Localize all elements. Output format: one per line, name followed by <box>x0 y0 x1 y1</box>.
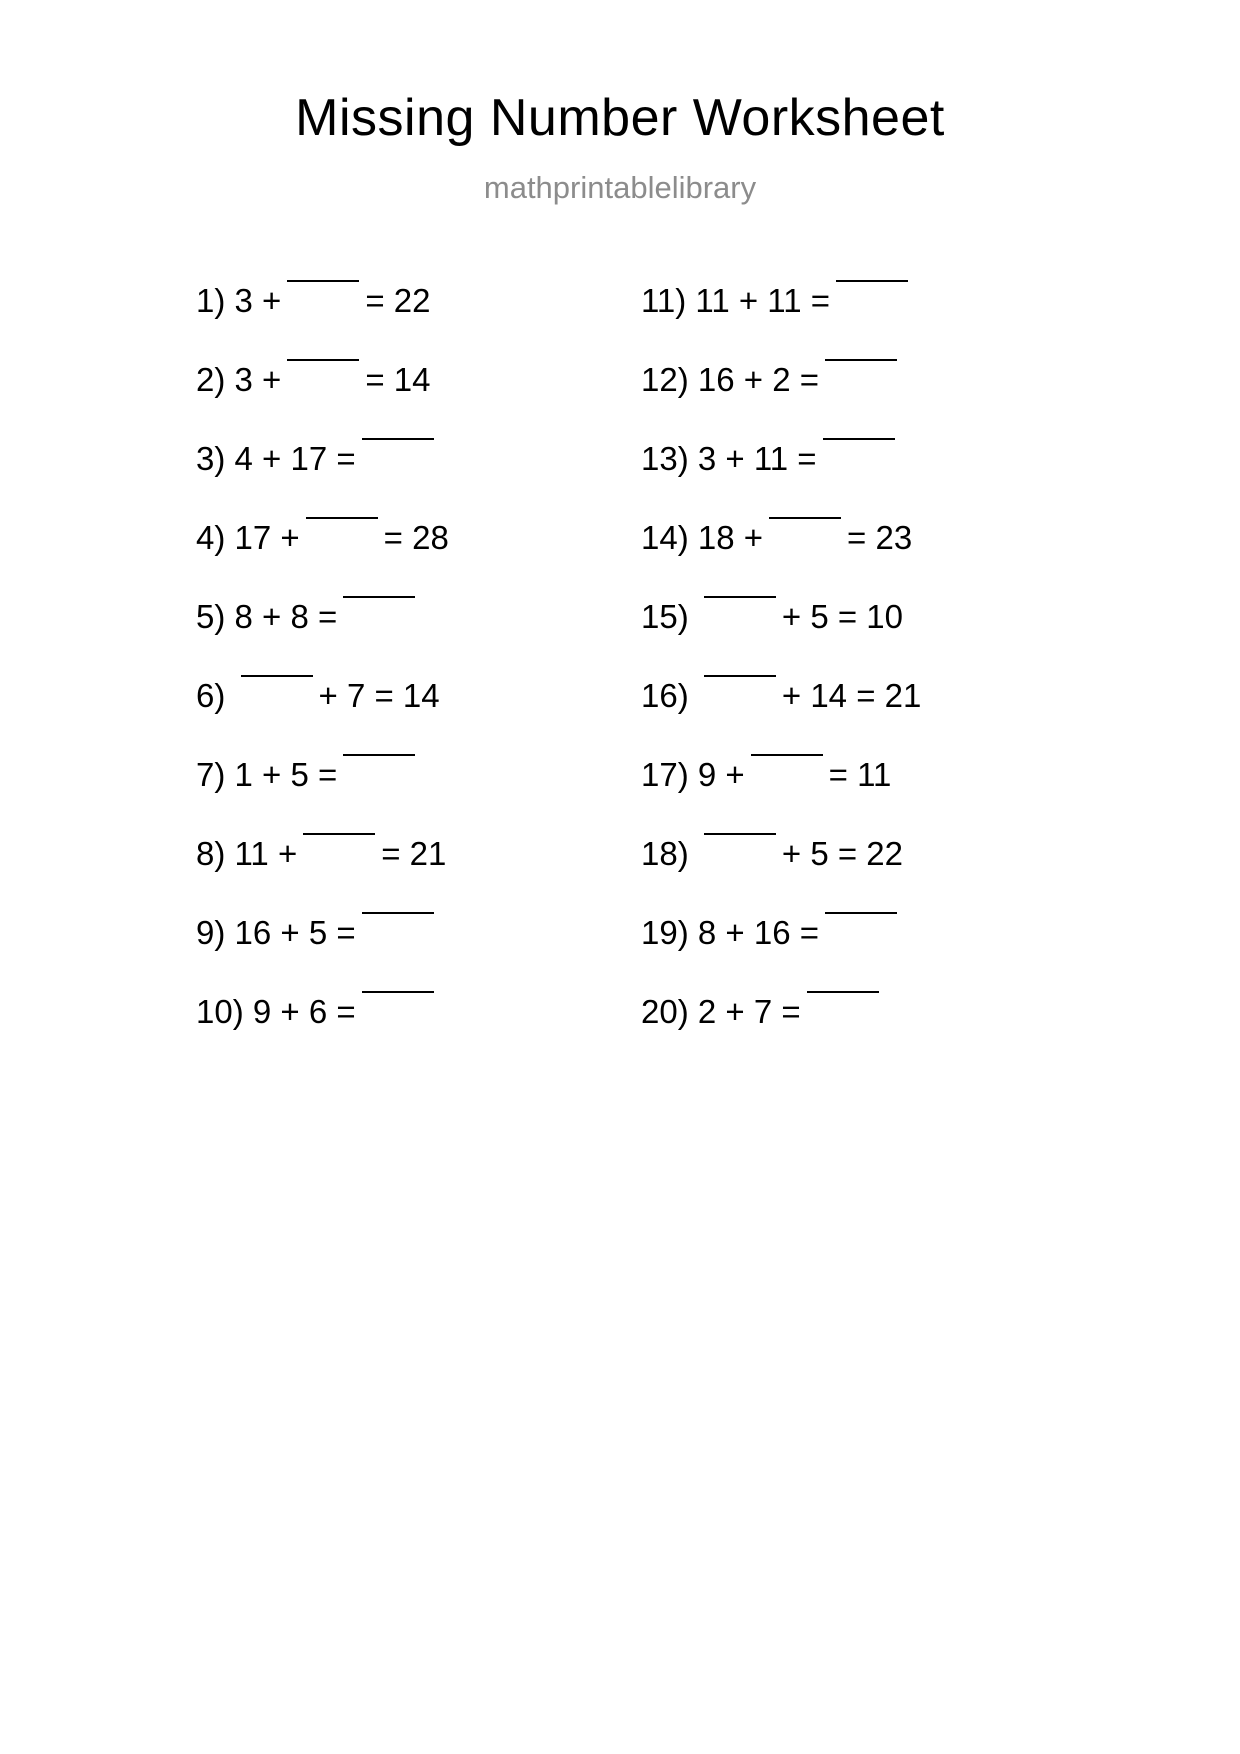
problem-number: 17) <box>641 756 689 793</box>
answer-blank[interactable] <box>343 754 415 756</box>
answer-blank[interactable] <box>836 280 908 282</box>
answer-blank[interactable] <box>287 359 359 361</box>
problem-spacer <box>689 837 698 870</box>
problems-container <box>0 284 1240 1074</box>
problem-item <box>641 679 1041 758</box>
problem-spacer <box>689 758 698 791</box>
answer-blank[interactable] <box>751 754 823 756</box>
answer-blank[interactable] <box>241 675 313 677</box>
answer-blank[interactable] <box>303 833 375 835</box>
problem-expression-before-blank: 3 + <box>234 361 282 398</box>
problem-item <box>196 916 496 995</box>
problem-item <box>196 363 496 442</box>
problem-spacer <box>225 679 234 712</box>
problem-spacer <box>689 521 698 554</box>
problem-item <box>196 600 496 679</box>
answer-blank[interactable] <box>704 596 776 598</box>
problem-spacer <box>686 284 695 317</box>
answer-blank[interactable] <box>825 359 897 361</box>
problem-number: 1) <box>196 282 226 319</box>
problem-spacer <box>689 995 698 1028</box>
problem-expression-before-blank: 11 + <box>234 835 298 872</box>
problem-expression-after-blank: + 5 = 10 <box>781 598 903 635</box>
problem-expression-after-blank: + 14 = 21 <box>781 677 922 714</box>
problem-expression-before-blank: 9 + 6 = <box>252 993 356 1030</box>
problem-item <box>641 284 1041 363</box>
answer-blank[interactable] <box>769 517 841 519</box>
problem-spacer <box>225 363 234 396</box>
problem-expression-before-blank: 18 + <box>697 519 764 556</box>
answer-blank[interactable] <box>306 517 378 519</box>
problem-item <box>196 442 496 521</box>
problem-spacer <box>225 521 234 554</box>
problem-expression-before-blank: 17 + <box>234 519 300 556</box>
problem-number: 3) <box>196 440 226 477</box>
problem-number: 11) <box>641 282 687 319</box>
problem-expression-before-blank: 8 + 8 = <box>234 598 338 635</box>
page-subtitle: mathprintablelibrary <box>483 170 757 205</box>
problem-spacer <box>225 284 234 317</box>
problem-expression-before-blank: 11 + 11 = <box>695 282 830 319</box>
problem-expression-after-blank: = 28 <box>383 519 449 556</box>
problem-item <box>196 995 496 1074</box>
problems-column-left <box>196 284 496 1074</box>
problem-item <box>641 521 1041 600</box>
page-title: Missing Number Worksheet <box>295 89 945 147</box>
problem-number: 14) <box>641 519 689 556</box>
problem-expression-after-blank: = 21 <box>381 835 447 872</box>
problem-item <box>196 758 496 837</box>
problem-item <box>196 679 496 758</box>
problem-item <box>196 521 496 600</box>
problems-column-right <box>641 284 1041 1074</box>
problem-spacer <box>225 442 234 475</box>
problem-number: 18) <box>641 835 689 872</box>
problem-spacer <box>225 758 234 791</box>
answer-blank[interactable] <box>362 991 434 993</box>
problem-spacer <box>225 837 234 870</box>
problem-expression-before-blank: 16 + 2 = <box>697 361 819 398</box>
problem-expression-before-blank: 3 + 11 = <box>697 440 817 477</box>
problem-item <box>641 916 1041 995</box>
answer-blank[interactable] <box>287 280 359 282</box>
problem-expression-after-blank: = 22 <box>365 282 431 319</box>
problem-number: 6) <box>196 677 226 714</box>
problem-number: 12) <box>641 361 689 398</box>
problem-item <box>641 995 1041 1074</box>
problem-number: 10) <box>196 993 244 1030</box>
problem-number: 13) <box>641 440 689 477</box>
problem-spacer <box>225 916 234 949</box>
problem-number: 2) <box>196 361 226 398</box>
problem-item <box>641 758 1041 837</box>
problem-number: 4) <box>196 519 226 556</box>
answer-blank[interactable] <box>825 912 897 914</box>
problem-number: 16) <box>641 677 689 714</box>
problem-number: 15) <box>641 598 689 635</box>
problem-expression-after-blank: + 5 = 22 <box>781 835 903 872</box>
problem-spacer <box>689 679 698 712</box>
problem-item <box>641 837 1041 916</box>
problem-spacer <box>689 363 698 396</box>
problem-number: 8) <box>196 835 226 872</box>
answer-blank[interactable] <box>823 438 895 440</box>
problem-expression-before-blank: 3 + <box>234 282 282 319</box>
problem-item <box>641 442 1041 521</box>
problem-number: 5) <box>196 598 226 635</box>
problem-expression-before-blank: 8 + 16 = <box>697 914 819 951</box>
problem-number: 20) <box>641 993 689 1030</box>
problem-spacer <box>244 995 253 1028</box>
answer-blank[interactable] <box>807 991 879 993</box>
problem-spacer <box>225 600 234 633</box>
answer-blank[interactable] <box>704 675 776 677</box>
problem-expression-before-blank: 4 + 17 = <box>234 440 356 477</box>
problem-expression-after-blank: = 11 <box>828 756 892 793</box>
problem-spacer <box>689 442 698 475</box>
problem-number: 7) <box>196 756 226 793</box>
problem-item <box>196 837 496 916</box>
problem-item <box>641 600 1041 679</box>
problem-expression-after-blank: + 7 = 14 <box>318 677 440 714</box>
problem-item <box>196 284 496 363</box>
answer-blank[interactable] <box>362 438 434 440</box>
problem-item <box>641 363 1041 442</box>
answer-blank[interactable] <box>343 596 415 598</box>
problem-expression-before-blank: 16 + 5 = <box>234 914 356 951</box>
problem-expression-after-blank: = 23 <box>847 519 913 556</box>
problem-number: 9) <box>196 914 226 951</box>
answer-blank[interactable] <box>704 833 776 835</box>
problem-expression-before-blank: 9 + <box>697 756 745 793</box>
problem-spacer <box>689 600 698 633</box>
answer-blank[interactable] <box>362 912 434 914</box>
problem-number: 19) <box>641 914 689 951</box>
problem-expression-before-blank: 2 + 7 = <box>697 993 801 1030</box>
problem-spacer <box>689 916 698 949</box>
problem-expression-before-blank: 1 + 5 = <box>234 756 338 793</box>
problem-expression-after-blank: = 14 <box>365 361 431 398</box>
